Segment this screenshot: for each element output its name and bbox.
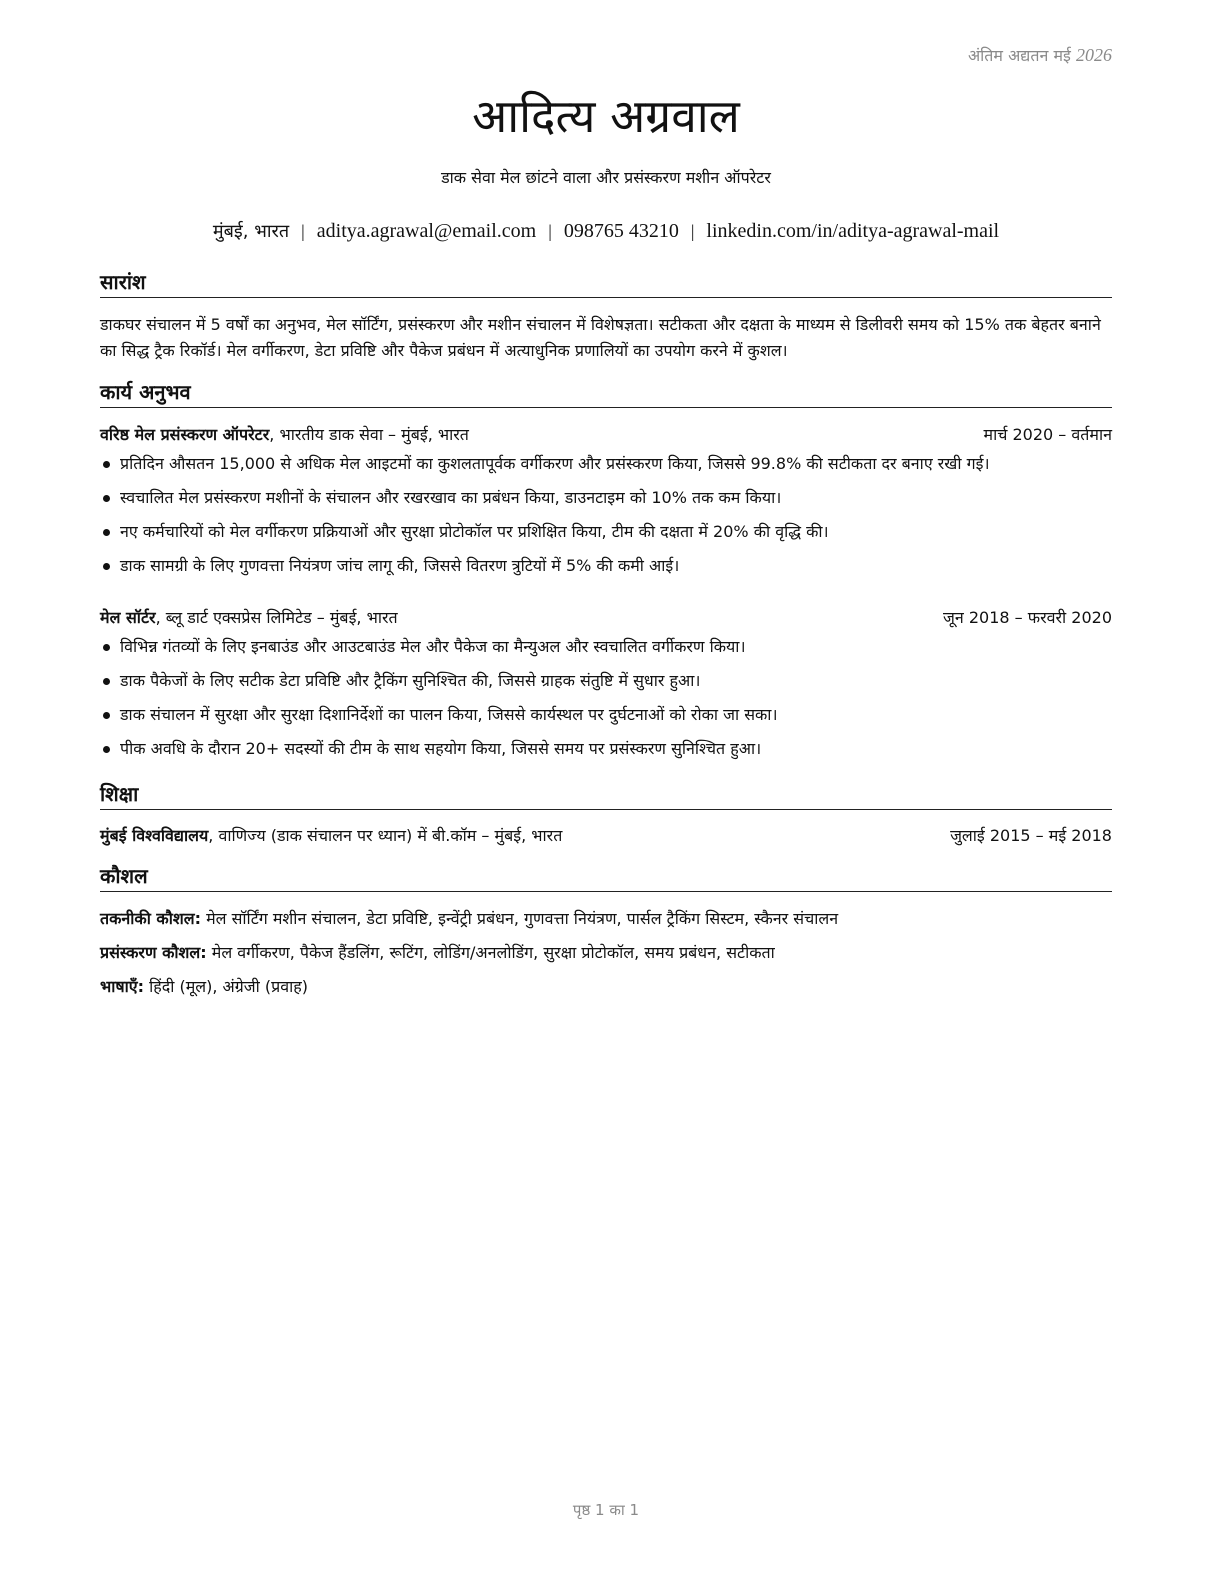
education-entry xyxy=(100,824,1112,848)
job-date: मार्च 2020 – वर्तमान xyxy=(983,425,1112,444)
job-title: वरिष्ठ मेल प्रसंस्करण ऑपरेटर xyxy=(100,425,270,444)
skill-line xyxy=(100,906,1112,932)
job-bullet: नए कर्मचारियों को मेल वर्गीकरण प्रक्रियाओं और सुरक्षा प्रोटोकॉल पर प्रशिक्षित किया, टीम की दक्षता में 20% की वृद्धि की। xyxy=(100,519,1112,553)
job-bullet: डाक पैकेजों के लिए सटीक डेटा प्रविष्टि और ट्रैकिंग सुनिश्चित की, जिससे ग्राहक संतुष्टि में सुधार हुआ। xyxy=(100,668,1112,702)
job-company-location: , भारतीय डाक सेवा – मुंबई, भारत xyxy=(269,425,469,444)
last-updated-text: अंतिम अद्यतन मई xyxy=(967,46,1071,65)
skill-label: प्रसंस्करण कौशल: xyxy=(100,943,207,962)
job-bullets xyxy=(100,451,1112,587)
skill-line xyxy=(100,974,1112,1000)
headline: डाक सेवा मेल छांटने वाला और प्रसंस्करण मशीन ऑपरेटर xyxy=(441,168,771,187)
experience-heading: कार्य अनुभव xyxy=(100,378,1112,408)
skill-label: भाषाएँ: xyxy=(100,977,145,996)
skill-line xyxy=(100,940,1112,966)
resume-page xyxy=(100,0,1112,1584)
job-header xyxy=(100,606,1112,630)
job-bullet: डाक संचालन में सुरक्षा और सुरक्षा दिशानिर्देशों का पालन किया, जिससे कार्यस्थल पर दुर्घटनाओं को रोका जा सका। xyxy=(100,702,1112,736)
summary-text: डाकघर संचालन में 5 वर्षों का अनुभव, मेल सॉर्टिंग, प्रसंस्करण और मशीन संचालन में विशेषज्ञता। सटीकता और दक्षता के माध्यम से डिलीवरी समय को 15% तक बेहतर बनाने का सिद्ध ट्रैक रिकॉर्ड। मेल वर्गीकरण, डेटा प्रविष्टि और पैकेज प्रबंधन में अत्याधुनिक प्रणालियों का उपयोग करने में कुशल। xyxy=(100,315,1101,360)
contact-email[interactable]: aditya.agrawal@email.com xyxy=(316,220,537,242)
last-updated xyxy=(968,44,1112,66)
skills-heading: कौशल xyxy=(100,862,1112,892)
contact-separator: | xyxy=(301,221,305,241)
last-updated-year: 2026 xyxy=(1076,45,1112,65)
page-number: पृष्ठ 1 का 1 xyxy=(572,1501,640,1519)
job-company-location: , ब्लू डार्ट एक्सप्रेस लिमिटेड – मुंबई, भारत xyxy=(155,608,398,627)
skill-value: हिंदी (मूल), अंग्रेजी (प्रवाह) xyxy=(144,977,309,996)
candidate-name: आदित्य अग्रवाल xyxy=(472,89,740,143)
education-heading: शिक्षा xyxy=(100,780,1112,810)
education-institution: मुंबई विश्वविद्यालय xyxy=(100,826,209,845)
job-title: मेल सॉर्टर xyxy=(100,608,156,627)
contact-location: मुंबई, भारत xyxy=(212,221,290,242)
summary-heading: सारांश xyxy=(100,268,1112,298)
job-bullet: विभिन्न गंतव्यों के लिए इनबाउंड और आउटबाउंड मेल और पैकेज का मैन्युअल और स्वचालित वर्गीकरण किया। xyxy=(100,634,1112,668)
job-bullets xyxy=(100,634,1112,770)
job-bullet: डाक सामग्री के लिए गुणवत्ता नियंत्रण जांच लागू की, जिससे वितरण त्रुटियों में 5% की कमी आई। xyxy=(100,553,1112,587)
skill-value: मेल वर्गीकरण, पैकेज हैंडलिंग, रूटिंग, लोडिंग/अनलोडिंग, सुरक्षा प्रोटोकॉल, समय प्रबंधन, सटीकता xyxy=(206,943,775,962)
contact-linkedin[interactable]: linkedin.com/in/aditya-agrawal-mail xyxy=(706,220,1000,242)
skill-label: तकनीकी कौशल: xyxy=(100,909,201,928)
job-header xyxy=(100,423,1112,447)
education-degree: , वाणिज्य (डाक संचालन पर ध्यान) में बी.कॉम – मुंबई, भारत xyxy=(208,826,563,845)
education-date: जुलाई 2015 – मई 2018 xyxy=(950,826,1112,845)
contact-separator: | xyxy=(548,221,552,241)
contact-separator: | xyxy=(690,221,695,241)
job-bullet: पीक अवधि के दौरान 20+ सदस्यों की टीम के साथ सहयोग किया, जिससे समय पर प्रसंस्करण सुनिश्चित हुआ। xyxy=(100,736,1112,770)
contact-line xyxy=(100,218,1112,245)
contact-phone[interactable]: 098765 43210 xyxy=(563,220,679,242)
job-bullet: स्वचालित मेल प्रसंस्करण मशीनों के संचालन और रखरखाव का प्रबंधन किया, डाउनटाइम को 10% तक कम किया। xyxy=(100,485,1112,519)
job-bullet: प्रतिदिन औसतन 15,000 से अधिक मेल आइटमों का कुशलतापूर्वक वर्गीकरण और प्रसंस्करण किया, जिससे 99.8% की सटीकता दर बनाए रखी गई। xyxy=(100,451,1112,485)
skill-value: मेल सॉर्टिंग मशीन संचालन, डेटा प्रविष्टि, इन्वेंट्री प्रबंधन, गुणवत्ता नियंत्रण, पार्सल ट्रैकिंग सिस्टम, स्कैनर संचालन xyxy=(201,909,839,928)
job-date: जून 2018 – फरवरी 2020 xyxy=(943,608,1112,627)
